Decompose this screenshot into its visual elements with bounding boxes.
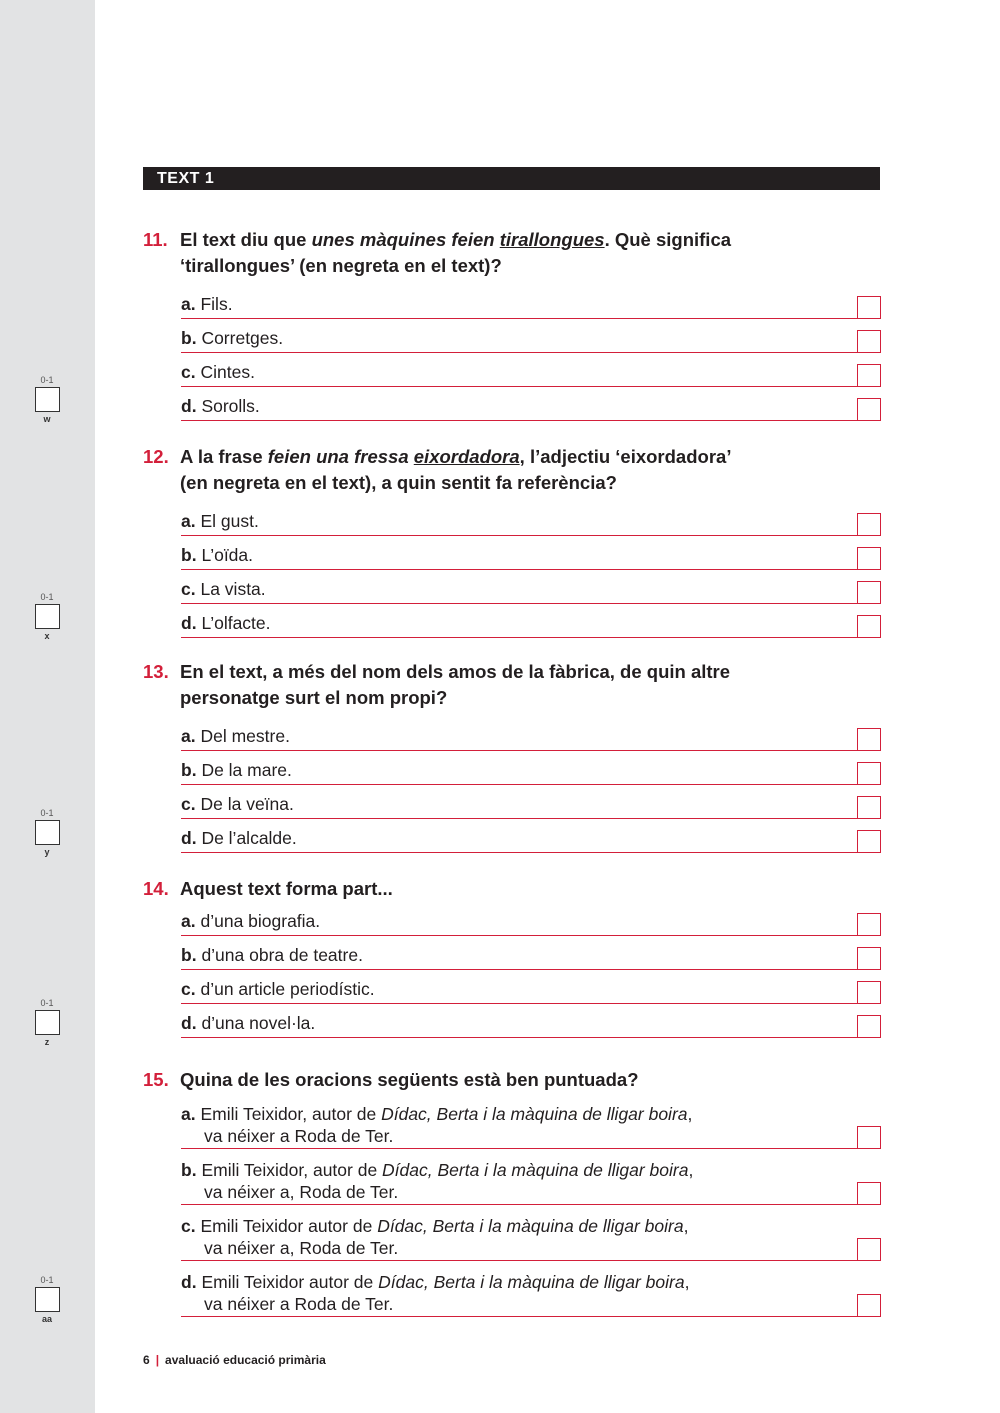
answer-checkbox[interactable]: [857, 330, 881, 353]
score-range: 0-1: [40, 375, 54, 385]
options-list: [143, 502, 883, 638]
footer-text: avaluació educació primària: [165, 1353, 326, 1367]
option-letter: a.: [181, 911, 196, 931]
score-code: z: [44, 1037, 50, 1047]
option-text: De la veïna.: [200, 794, 294, 814]
option-text: ,: [688, 1160, 694, 1180]
stem-text: A la frase: [180, 446, 268, 467]
option-text: d’una novel·la.: [201, 1013, 316, 1033]
answer-checkbox[interactable]: [857, 1015, 881, 1038]
stem-text: En el text, a més del nom dels amos de la fàbrica, de quin altre: [180, 661, 731, 682]
stem-text: . Què significa: [604, 229, 732, 250]
option-b: [181, 1149, 881, 1205]
answer-checkbox[interactable]: [857, 1126, 881, 1149]
stem-text: personatge surt el nom propi?: [180, 687, 448, 708]
score-code: aa: [41, 1314, 52, 1324]
question-stem: [143, 227, 883, 279]
option-text: L’oïda.: [201, 545, 254, 565]
option-letter: d.: [181, 396, 197, 416]
option-text: De l’alcalde.: [201, 828, 297, 848]
stem-text: El text diu que: [180, 229, 312, 250]
option-a: [181, 502, 881, 536]
margin-strip: [0, 0, 95, 1413]
option-letter: a.: [181, 1104, 196, 1124]
option-d: [181, 1004, 881, 1038]
stem-keyword: tirallongues: [499, 229, 605, 250]
answer-checkbox[interactable]: [857, 615, 881, 638]
options-list: [143, 717, 883, 853]
score-checkbox[interactable]: [35, 1287, 60, 1312]
answer-checkbox[interactable]: [857, 398, 881, 421]
answer-checkbox[interactable]: [857, 947, 881, 970]
option-letter: a.: [181, 511, 196, 531]
option-c: [181, 353, 881, 387]
answer-checkbox[interactable]: [857, 762, 881, 785]
stem-italic: feien una fressa: [267, 446, 414, 467]
option-text: Corretges.: [201, 328, 284, 348]
option-b: [181, 319, 881, 353]
score-range: 0-1: [40, 998, 54, 1008]
question-number: 12.: [143, 446, 169, 467]
option-text: El gust.: [200, 511, 259, 531]
option-c: [181, 1205, 881, 1261]
option-d: [181, 604, 881, 638]
question-13: [143, 659, 883, 853]
option-text: Sorolls.: [201, 396, 260, 416]
option-text: ,: [684, 1272, 690, 1292]
answer-checkbox[interactable]: [857, 728, 881, 751]
score-range: 0-1: [40, 1275, 54, 1285]
options-list: [143, 285, 883, 421]
option-text: Del mestre.: [200, 726, 290, 746]
option-text: Cintes.: [200, 362, 255, 382]
option-a: [181, 285, 881, 319]
section-header: [143, 167, 880, 190]
question-11: [143, 227, 883, 421]
question-stem: [143, 1067, 883, 1093]
question-stem: [143, 444, 883, 496]
page-number: 6: [143, 1353, 150, 1367]
answer-checkbox[interactable]: [857, 1294, 881, 1317]
score-checkbox[interactable]: [35, 604, 60, 629]
stem-text: (en negreta en el text), a quin sentit fa referència?: [180, 472, 617, 493]
score-box-z: [34, 998, 60, 1047]
options-list: [143, 1093, 883, 1317]
question-15: [143, 1067, 883, 1317]
option-d: [181, 819, 881, 853]
option-letter: b.: [181, 1160, 197, 1180]
option-c: [181, 970, 881, 1004]
option-letter: d.: [181, 1013, 197, 1033]
book-title: Dídac, Berta i la màquina de lligar boira: [382, 1160, 689, 1180]
answer-checkbox[interactable]: [857, 547, 881, 570]
option-letter: c.: [181, 979, 196, 999]
option-d: [181, 387, 881, 421]
answer-checkbox[interactable]: [857, 296, 881, 319]
option-letter: b.: [181, 760, 197, 780]
option-text: ,: [687, 1104, 693, 1124]
stem-text: Aquest text forma part...: [180, 878, 393, 899]
answer-checkbox[interactable]: [857, 1182, 881, 1205]
answer-checkbox[interactable]: [857, 981, 881, 1004]
option-text: De la mare.: [201, 760, 292, 780]
option-text: L’olfacte.: [201, 613, 271, 633]
book-title: Dídac, Berta i la màquina de lligar boira: [378, 1272, 685, 1292]
option-a: [181, 717, 881, 751]
score-box-w: [34, 375, 60, 424]
answer-checkbox[interactable]: [857, 364, 881, 387]
option-text: va néixer a, Roda de Ter.: [204, 1182, 399, 1202]
option-letter: d.: [181, 613, 197, 633]
score-range: 0-1: [40, 808, 54, 818]
option-letter: c.: [181, 579, 196, 599]
book-title: Dídac, Berta i la màquina de lligar boira: [377, 1216, 684, 1236]
answer-checkbox[interactable]: [857, 581, 881, 604]
score-checkbox[interactable]: [35, 1010, 60, 1035]
score-code: x: [44, 631, 50, 641]
option-letter: c.: [181, 794, 196, 814]
stem-italic: unes màquines feien: [311, 229, 500, 250]
score-box-x: [34, 592, 60, 641]
stem-text: ‘tirallongues’ (en negreta en el text)?: [180, 255, 502, 276]
footer-separator: |: [155, 1353, 160, 1367]
question-14: [143, 876, 883, 1038]
option-text: d’una biografia.: [200, 911, 321, 931]
option-letter: c.: [181, 1216, 196, 1236]
score-range: 0-1: [40, 592, 54, 602]
book-title: Dídac, Berta i la màquina de lligar boira: [381, 1104, 688, 1124]
option-text: va néixer a Roda de Ter.: [204, 1294, 394, 1314]
answer-checkbox[interactable]: [857, 513, 881, 536]
option-a: [181, 1093, 881, 1149]
option-letter: b.: [181, 545, 197, 565]
question-12: [143, 444, 883, 638]
option-b: [181, 751, 881, 785]
option-b: [181, 936, 881, 970]
option-letter: c.: [181, 362, 196, 382]
page-footer: [143, 1353, 326, 1367]
section-title: TEXT 1: [157, 170, 215, 187]
score-code: w: [43, 414, 51, 424]
question-number: 11.: [143, 229, 168, 250]
score-code: y: [44, 847, 50, 857]
option-c: [181, 570, 881, 604]
option-text: Emili Teixidor, autor de: [200, 1104, 382, 1124]
stem-keyword: eixordadora: [413, 446, 520, 467]
option-d: [181, 1261, 881, 1317]
option-letter: a.: [181, 726, 196, 746]
option-letter: b.: [181, 945, 197, 965]
option-letter: a.: [181, 294, 196, 314]
stem-text: , l’adjectiu ‘eixordadora’: [519, 446, 732, 467]
option-text: d’un article periodístic.: [200, 979, 375, 999]
option-text: ,: [683, 1216, 689, 1236]
score-box-aa: [34, 1275, 60, 1324]
option-a: [181, 902, 881, 936]
score-checkbox[interactable]: [35, 820, 60, 845]
option-letter: d.: [181, 828, 197, 848]
question-stem: [143, 876, 883, 902]
question-stem: [143, 659, 883, 711]
option-letter: b.: [181, 328, 197, 348]
answer-checkbox[interactable]: [857, 913, 881, 936]
option-b: [181, 536, 881, 570]
option-text: Emili Teixidor, autor de: [201, 1160, 383, 1180]
option-text: va néixer a, Roda de Ter.: [204, 1238, 399, 1258]
option-c: [181, 785, 881, 819]
answer-checkbox[interactable]: [857, 796, 881, 819]
question-number: 13.: [143, 661, 169, 682]
score-checkbox[interactable]: [35, 387, 60, 412]
option-text: d’una obra de teatre.: [201, 945, 363, 965]
options-list: [143, 902, 883, 1038]
option-text: La vista.: [200, 579, 266, 599]
option-letter: d.: [181, 1272, 197, 1292]
answer-checkbox[interactable]: [857, 1238, 881, 1261]
option-text: Emili Teixidor autor de: [200, 1216, 378, 1236]
stem-text: Quina de les oracions següents està ben puntuada?: [180, 1069, 639, 1090]
answer-checkbox[interactable]: [857, 830, 881, 853]
option-text: va néixer a Roda de Ter.: [204, 1126, 394, 1146]
question-number: 14.: [143, 878, 169, 899]
question-number: 15.: [143, 1069, 169, 1090]
option-text: Fils.: [200, 294, 233, 314]
score-box-y: [34, 808, 60, 857]
option-text: Emili Teixidor autor de: [201, 1272, 379, 1292]
